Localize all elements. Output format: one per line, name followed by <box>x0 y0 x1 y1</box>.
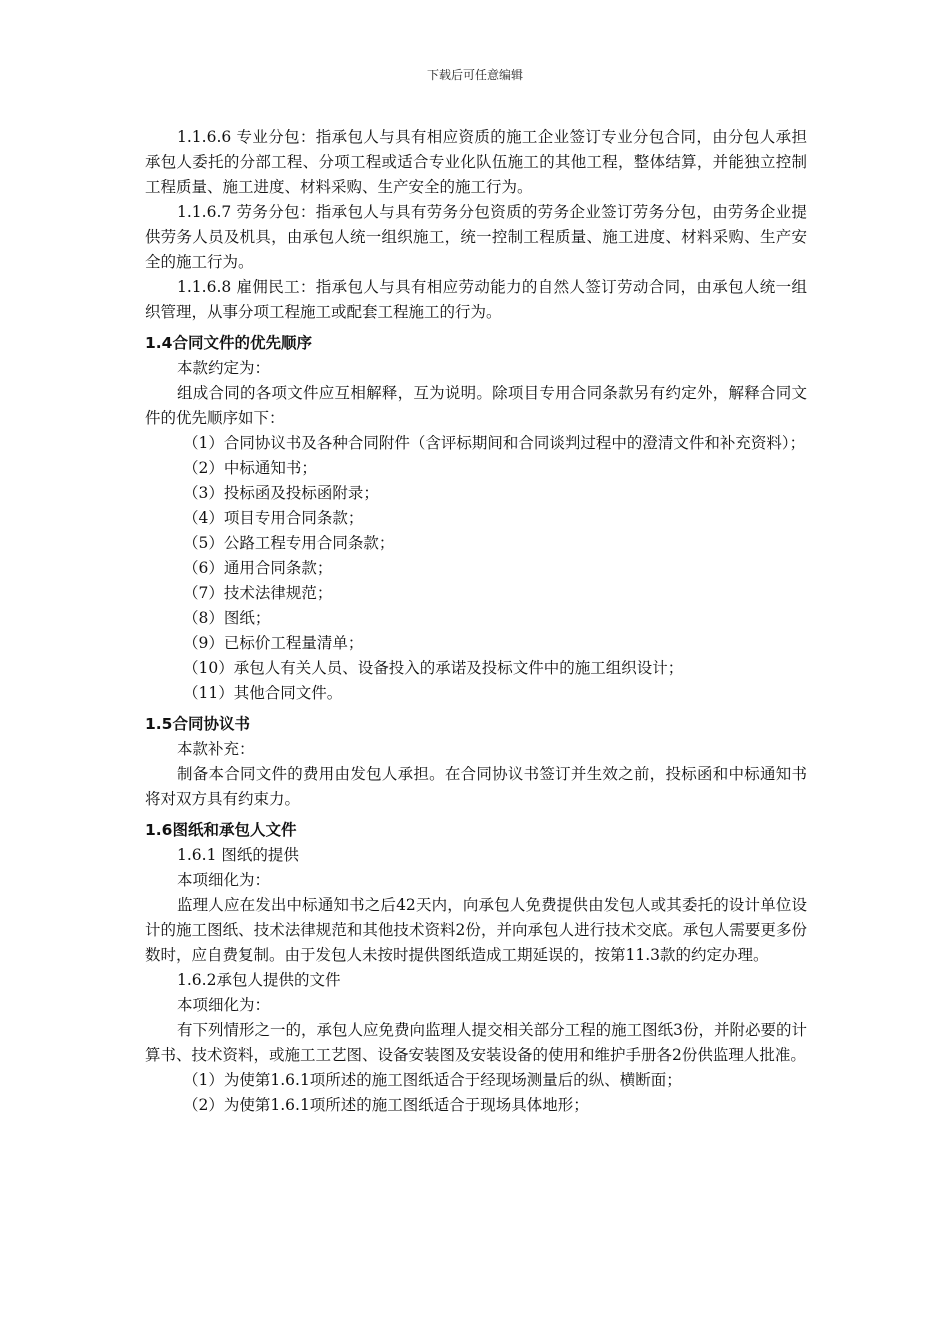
clause-1-1-6-6: 1.1.6.6 专业分包：指承包人与具有相应资质的施工企业签订专业分包合同，由分包人承担承包人委托的分部工程、分项工程或适合专业化队伍施工的其他工程，整体结算，并能独立控制工程质量、施工进度、材料采购、生产安全的施工行为。 <box>145 128 807 196</box>
section-heading-1-6: 1.6图纸和承包人文件 <box>145 821 297 839</box>
list-item: （8）图纸； <box>183 609 271 627</box>
subsection-1-6-2-intro: 本项细化为： <box>177 996 271 1014</box>
list-item: （10）承包人有关人员、设备投入的承诺及投标文件中的施工组织设计； <box>183 659 684 677</box>
clause-1-1-6-7: 1.1.6.7 劳务分包：指承包人与具有劳务分包资质的劳务企业签订劳务分包，由劳务企业提供劳务人员及机具，由承包人统一组织施工，统一控制工程质量、施工进度、材料采购、生产安全的施工行为。 <box>145 203 807 271</box>
list-item: （3）投标函及投标函附录； <box>183 484 379 502</box>
page-header: 下载后可任意编辑 <box>426 68 523 82</box>
subsection-1-6-2-paragraph: 有下列情形之一的，承包人应免费向监理人提交相关部分工程的施工图纸3份，并附必要的计算书、技术资料，或施工工艺图、设备安装图及安装设备的使用和维护手册各2份供监理人批准。 <box>145 1021 807 1064</box>
subsection-1-6-1-intro: 本项细化为： <box>177 871 271 889</box>
document-body <box>145 125 807 1118</box>
list-item: （2）中标通知书； <box>183 459 317 477</box>
list-item: （11）其他合同文件。 <box>183 684 343 702</box>
subsection-1-6-2-title: 1.6.2承包人提供的文件 <box>177 971 341 989</box>
list-item: （7）技术法律规范； <box>183 584 333 602</box>
subsection-1-6-1-title: 1.6.1 图纸的提供 <box>177 846 299 864</box>
list-item: （4）项目专用合同条款； <box>183 509 364 527</box>
section-1-4-paragraph: 组成合同的各项文件应互相解释，互为说明。除项目专用合同条款另有约定外，解释合同文件的优先顺序如下： <box>145 384 807 427</box>
list-item: （6）通用合同条款； <box>183 559 333 577</box>
clause-1-1-6-8: 1.1.6.8 雇佣民工：指承包人与具有相应劳动能力的自然人签订劳动合同，由承包人统一组织管理，从事分项工程施工或配套工程施工的行为。 <box>145 278 807 321</box>
section-1-5-paragraph: 制备本合同文件的费用由发包人承担。在合同协议书签订并生效之前，投标函和中标通知书将对双方具有约束力。 <box>145 765 807 808</box>
list-item: （5）公路工程专用合同条款； <box>183 534 395 552</box>
section-heading-1-5: 1.5合同协议书 <box>145 715 250 733</box>
list-item: （2）为使第1.6.1项所述的施工图纸适合于现场具体地形； <box>183 1096 589 1114</box>
list-item: （1）为使第1.6.1项所述的施工图纸适合于经现场测量后的纵、横断面； <box>183 1071 682 1089</box>
section-1-5-intro: 本款补充： <box>177 740 255 758</box>
section-1-4-intro: 本款约定为： <box>177 359 271 377</box>
list-item: （1）合同协议书及各种合同附件（含评标期间和合同谈判过程中的澄清文件和补充资料）； <box>183 434 806 452</box>
list-item: （9）已标价工程量清单； <box>183 634 364 652</box>
section-heading-1-4: 1.4合同文件的优先顺序 <box>145 334 312 352</box>
subsection-1-6-1-paragraph: 监理人应在发出中标通知书之后42天内，向承包人免费提供由发包人或其委托的设计单位设计的施工图纸、技术法律规范和其他技术资料2份，并向承包人进行技术交底。承包人需要更多份数时，应自费复制。由于发包人未按时提供图纸造成工期延误的，按第11.3款的约定办理。 <box>145 896 807 964</box>
